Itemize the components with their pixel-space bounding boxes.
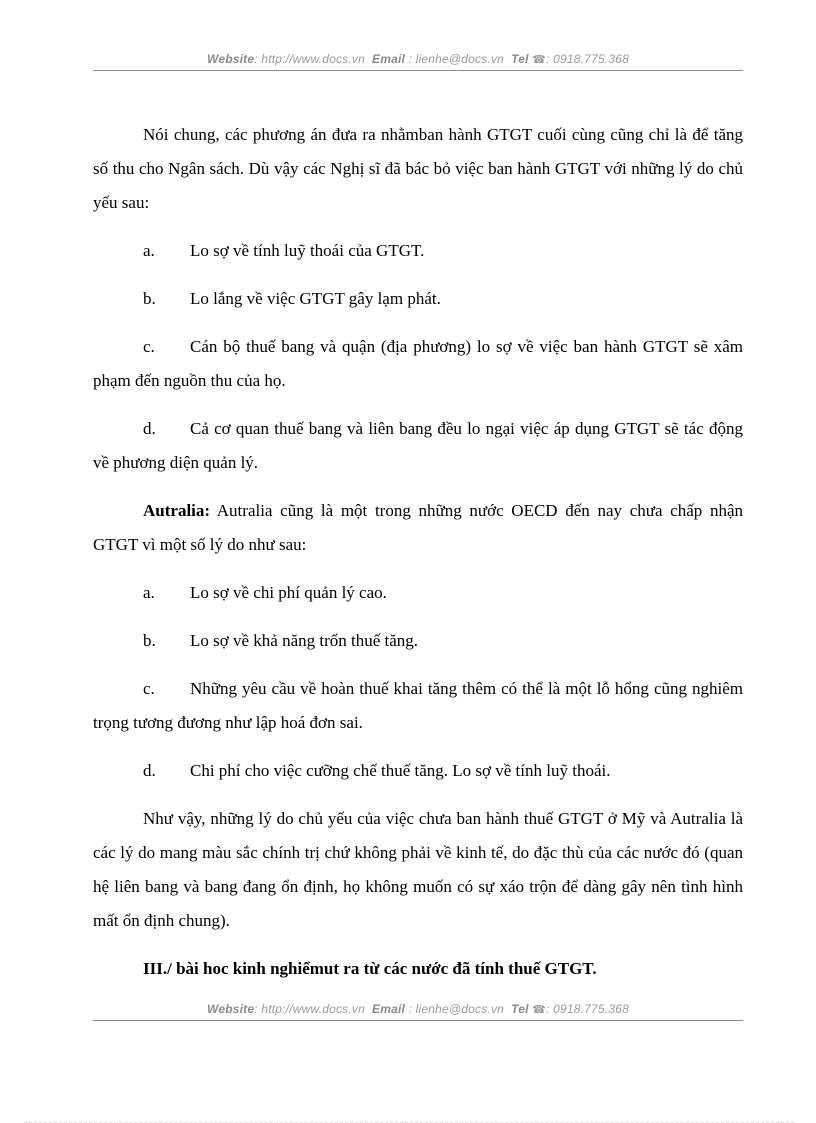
list-item xyxy=(93,282,743,316)
website-url[interactable]: : http://www.docs.vn xyxy=(254,1002,365,1016)
list-marker: d. xyxy=(143,419,156,438)
list-text: Cán bộ thuế bang và quận (địa phương) lo sợ về việc ban hành GTGT sẽ xâm phạm đến nguồn thu của họ. xyxy=(93,337,743,390)
paragraph-2-text: Autralia cũng là một trong những nước OECD đến nay chưa chấp nhận GTGT vì một số lý do như sau: xyxy=(93,501,743,554)
tel-label: Tel xyxy=(511,52,529,66)
list-marker: b. xyxy=(143,631,156,650)
list-marker: a. xyxy=(143,241,155,260)
tel-label: Tel xyxy=(511,1002,529,1016)
email-label: Email xyxy=(372,52,406,66)
list-item xyxy=(93,672,743,740)
website-url[interactable]: : http://www.docs.vn xyxy=(254,52,365,66)
list-text: Cả cơ quan thuế bang và liên bang đều lo ngại việc áp dụng GTGT sẽ tác động về phương diện quản lý. xyxy=(93,419,743,472)
list-marker: d. xyxy=(143,761,156,780)
list-item xyxy=(93,234,743,268)
list-item xyxy=(93,754,743,788)
list-text: Lo sợ về khả năng trốn thuế tăng. xyxy=(190,631,419,650)
email-value[interactable]: : lienhe@docs.vn xyxy=(408,1002,505,1016)
list-text: Lo sợ về chi phí quản lý cao. xyxy=(190,583,387,602)
list-text: Những yêu cầu về hoàn thuế khai tăng thêm có thể là một lỗ hổng cũng nghiêm trọng tương đương như lập hoá đơn sai. xyxy=(93,679,743,732)
email-value[interactable]: : lienhe@docs.vn xyxy=(408,52,505,66)
list-text: Lo lắng về việc GTGT gây lạm phát. xyxy=(190,289,441,308)
paragraph-3: Như vậy, những lý do chủ yếu của việc chưa ban hành thuế GTGT ở Mỹ và Autralia là các lý do mang màu sắc chính trị chứ không phải về kinh tế, do đặc thù của các nước đó (quan hệ liên bang và bang đang ổn định, họ không muốn có sự xáo trộn để dàng gây nên tình hình mất ổn định chung). xyxy=(93,809,743,930)
page-header xyxy=(93,52,743,66)
list-item xyxy=(93,576,743,610)
page-footer xyxy=(93,1002,743,1016)
list-item xyxy=(93,624,743,658)
list-text: Chi phí cho việc cưỡng chế thuế tăng. Lo sợ về tính luỹ thoái. xyxy=(190,761,611,780)
section-heading: III./ bài hoc kinh nghiểmut ra từ các nước đã tính thuế GTGT. xyxy=(143,959,597,978)
document-body xyxy=(93,118,743,986)
phone-icon: ☎ xyxy=(532,1004,547,1016)
header-rule xyxy=(93,70,743,71)
footer-rule xyxy=(93,1020,743,1021)
website-label: Website xyxy=(207,52,255,66)
list-text: Lo sợ về tính luỹ thoái của GTGT. xyxy=(190,241,425,260)
email-label: Email xyxy=(372,1002,406,1016)
paragraph-1: Nói chung, các phương án đưa ra nhằmban hành GTGT cuối cùng cũng chỉ là để tăng số thu cho Ngân sách. Dù vậy các Nghị sĩ đã bác bỏ việc ban hành GTGT với những lý do chủ yếu sau: xyxy=(93,125,743,212)
list-item xyxy=(93,412,743,480)
list-marker: b. xyxy=(143,289,156,308)
paragraph-2 xyxy=(93,494,743,562)
website-label: Website xyxy=(207,1002,255,1016)
phone-icon: ☎ xyxy=(532,54,547,66)
tel-value: : 0918.775.368 xyxy=(546,1002,629,1016)
list-item xyxy=(93,330,743,398)
tel-value: : 0918.775.368 xyxy=(546,52,629,66)
list-marker: a. xyxy=(143,583,155,602)
list-marker: c. xyxy=(143,337,155,356)
list-marker: c. xyxy=(143,679,155,698)
country-label: Autralia: xyxy=(143,501,211,520)
